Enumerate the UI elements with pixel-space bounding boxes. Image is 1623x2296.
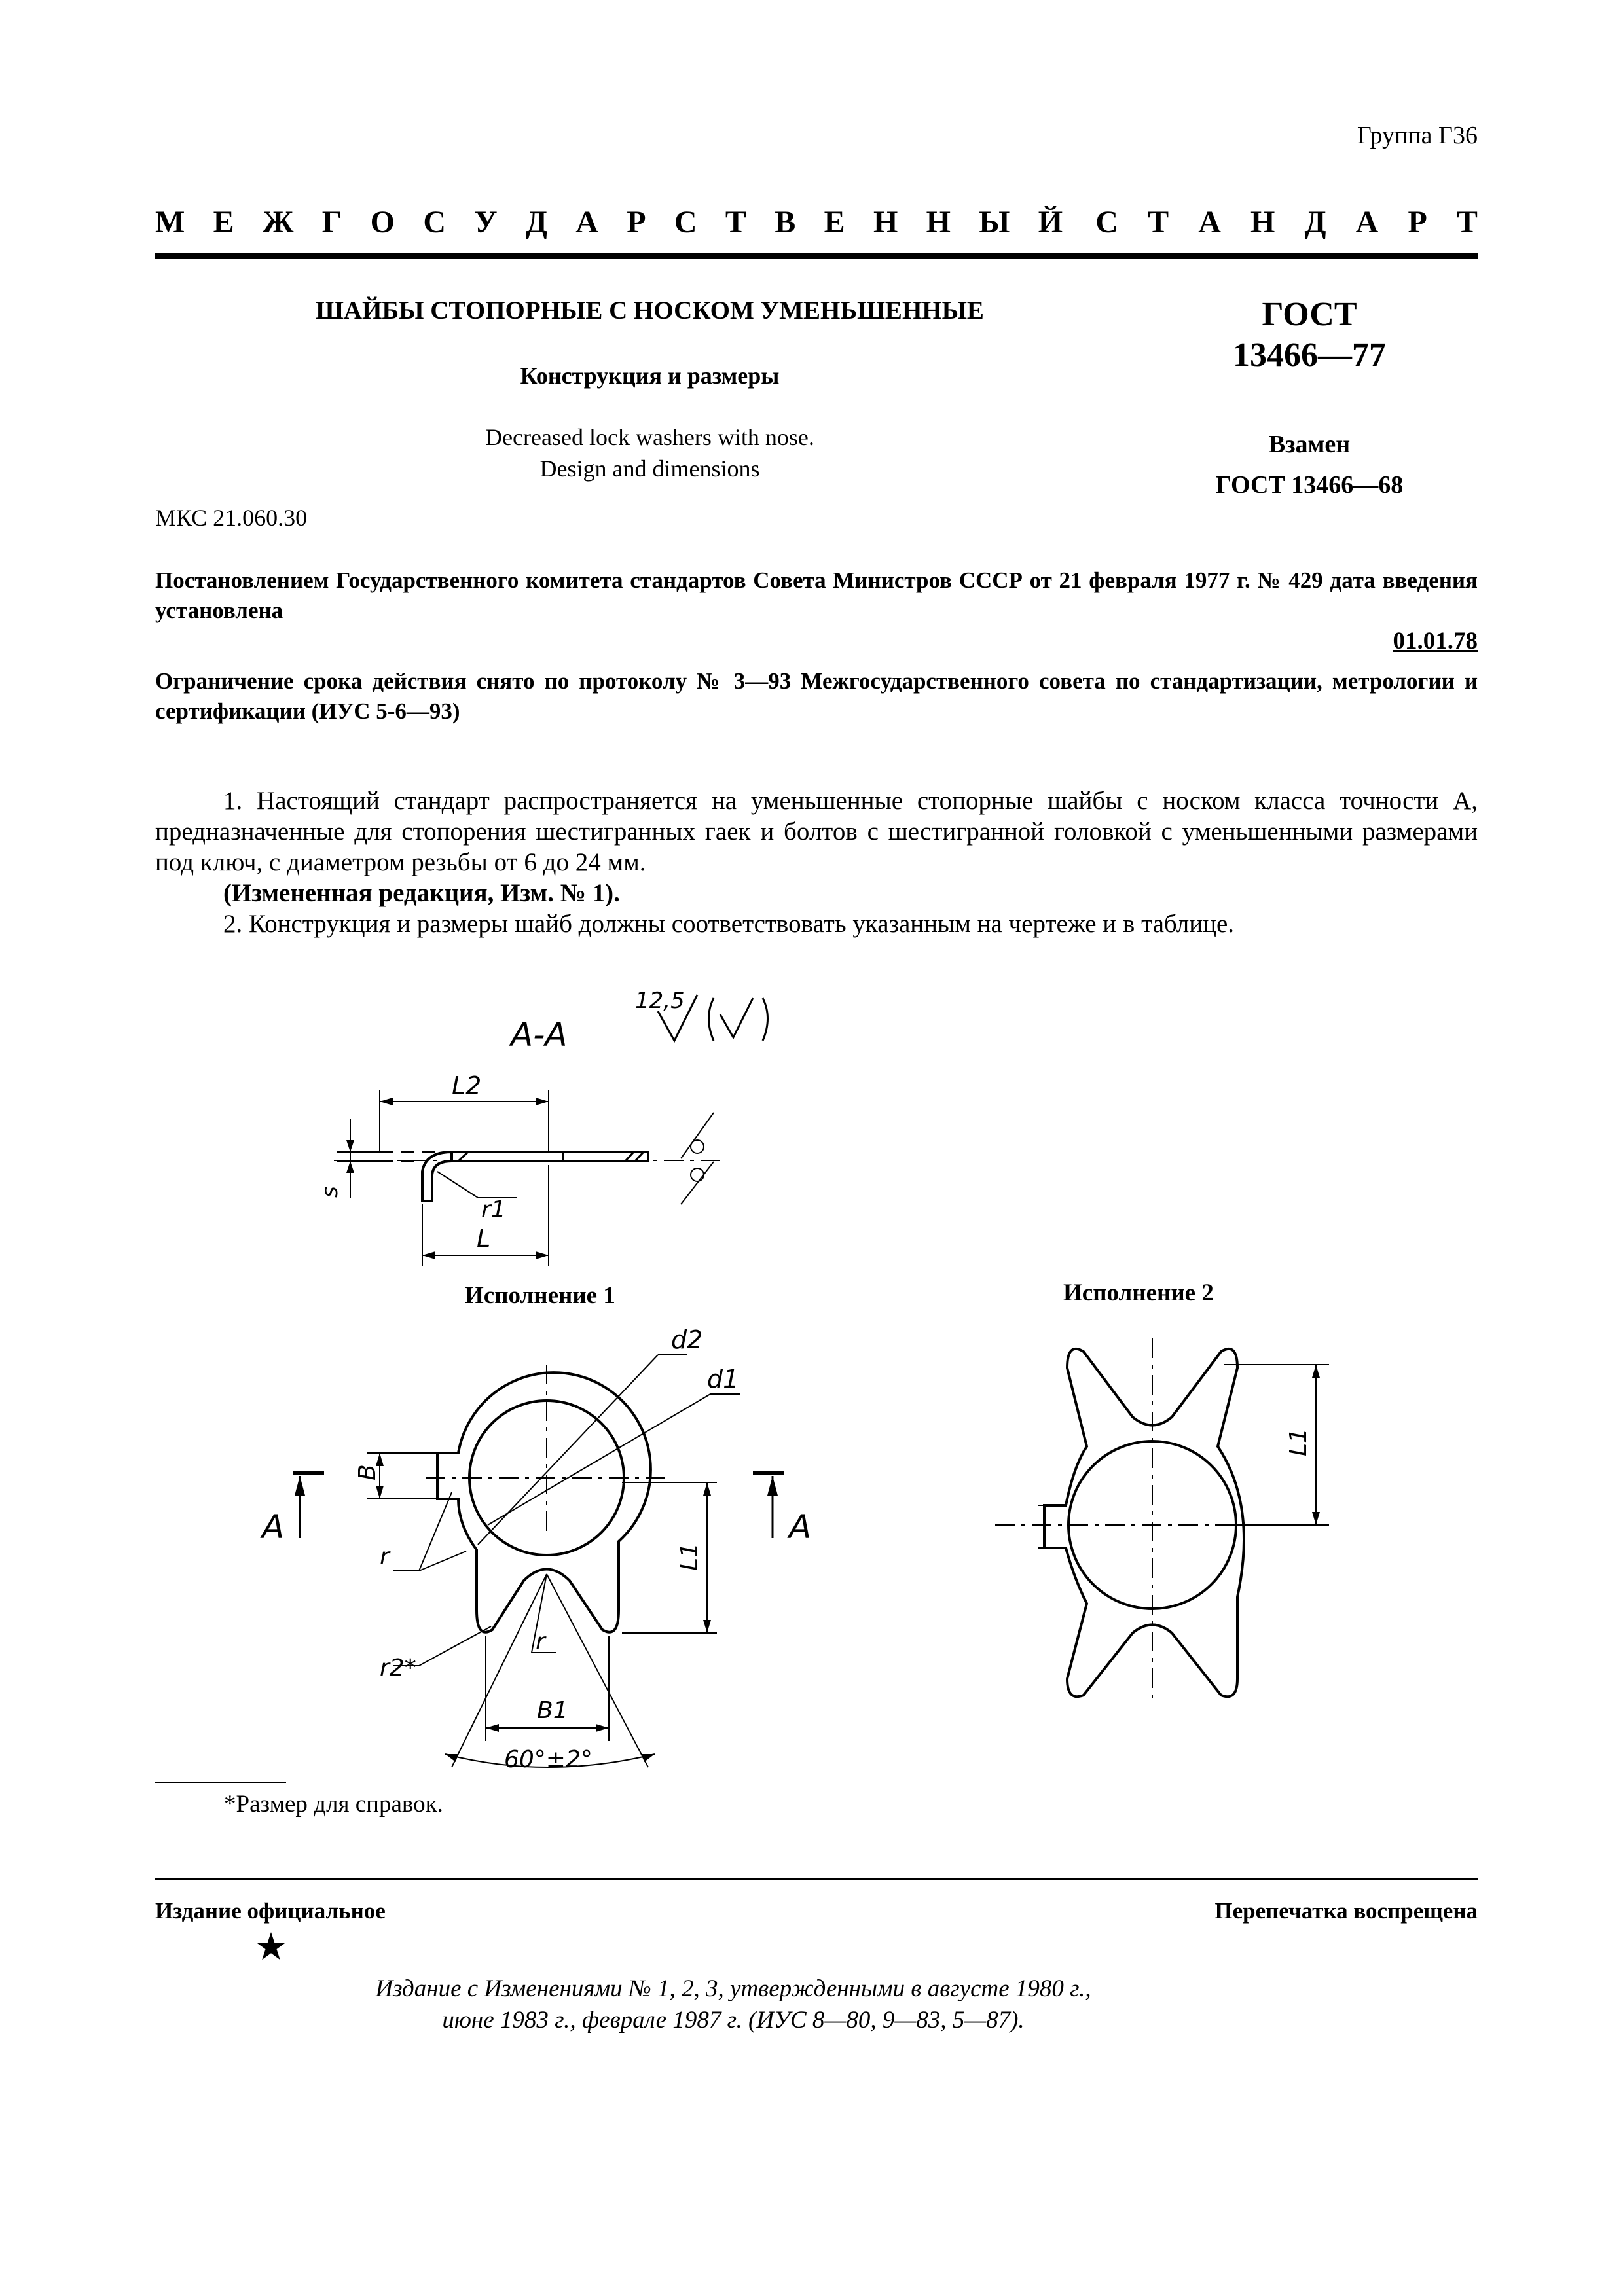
amendment-note: (Измененная редакция, Изм. № 1).: [223, 879, 620, 907]
dim-s: s: [317, 1186, 343, 1198]
dim-d1: d1: [707, 1365, 739, 1393]
english-title: Decreased lock washers with nose. Design and dimensions: [485, 424, 814, 482]
banner-letter: Н: [926, 205, 951, 240]
banner-letter: С: [423, 205, 446, 240]
execution-1-view: [260, 1325, 811, 1773]
gost-number: ГОСТ 13466—77: [1233, 296, 1386, 374]
section-view: [317, 1071, 720, 1266]
banner-letter: А: [575, 205, 598, 240]
dim-r2: r2*: [380, 1655, 416, 1681]
execution-1-label: Исполнение 1: [465, 1282, 615, 1309]
footnote: *Размер для справок.: [224, 1791, 443, 1818]
dim-b: B: [354, 1464, 381, 1480]
changes-note: Издание с Изменениями № 1, 2, 3, утвержденными в августе 1980 г., июне 1983 г., феврале 1987 г. (ИУС 8—80, 9—83, 5—87).: [375, 1975, 1091, 2034]
dim-l1-exec2: L1: [1285, 1428, 1312, 1456]
section-arrow-right: А: [789, 1508, 812, 1546]
banner-letter: В: [775, 205, 796, 240]
banner-letter: Т: [1148, 205, 1169, 240]
banner-letter: Е: [213, 205, 234, 240]
group-code: Группа Г36: [1357, 122, 1478, 149]
paragraph-2: 2. Конструкция и размеры шайб должны соответствовать указанным на чертеже и в таблице.: [223, 910, 1235, 938]
replaces-gost: Взамен ГОСТ 13466—68: [1215, 431, 1404, 499]
dim-l2: L2: [452, 1071, 482, 1100]
section-arrow-left: А: [262, 1508, 285, 1546]
document-title: ШАЙБЫ СТОПОРНЫЕ С НОСКОМ УМЕНЬШЕННЫЕ: [316, 296, 984, 325]
banner-letter: Т: [725, 205, 746, 240]
roughness-bracket-right: [763, 998, 768, 1041]
banner-letter: Г: [321, 205, 342, 240]
banner-letter: Д: [1304, 205, 1326, 240]
banner-letter: Т: [1456, 205, 1478, 240]
banner-letter: А: [1198, 205, 1221, 240]
paragraph-1: 1. Настоящий стандарт распространяется на уменьшенные стопорные шайбы с носком класса точности А, предназначенные для стопорения шестигранных гаек и болтов с шестигранной головкой с уменьшенными размерами под ключ, с диаметром резьбы от 6 до 24 мм.: [155, 787, 1478, 876]
banner-letter: У: [474, 205, 498, 240]
banner-letter: Ы: [979, 205, 1010, 240]
reprint-prohibited: Перепечатка воспрещена: [1214, 1898, 1478, 1924]
banner-letter: Р: [1408, 205, 1427, 240]
dim-b1: B1: [537, 1697, 568, 1724]
section-label: А-А: [511, 1016, 568, 1054]
decree-text: Постановлением Государственного комитета стандартов Совета Министров СССР от 21 февраля 1977 г. № 429 дата введения установлена: [155, 567, 1478, 623]
banner-letter: Е: [824, 205, 845, 240]
roughness-symbol-small: [720, 998, 753, 1037]
introduction-date: 01.01.78: [1393, 628, 1478, 655]
dim-r1: r1: [481, 1196, 506, 1223]
dim-l: L: [477, 1224, 491, 1253]
official-edition: Издание официальное: [155, 1898, 386, 1924]
roughness-bracket-left: [709, 998, 714, 1041]
footnote-rule: [155, 1782, 286, 1783]
banner-letter: Й: [1038, 205, 1063, 240]
limitation-text: Ограничение срока действия снято по протоколу № 3—93 Межгосударственного совета по стандартизации, метрологии и сертификации (ИУС 5-6—93): [155, 668, 1478, 724]
dim-d2: d2: [671, 1325, 703, 1354]
banner-letter: М: [155, 205, 185, 240]
banner-letter: С: [1095, 205, 1118, 240]
banner-letter: О: [370, 205, 395, 240]
banner-letter: Н: [873, 205, 898, 240]
banner-letter: Р: [627, 205, 646, 240]
dim-r-left: r: [380, 1543, 390, 1570]
dim-l1: L1: [676, 1543, 703, 1571]
banner-letter: Д: [525, 205, 547, 240]
document-subtitle: Конструкция и размеры: [520, 363, 780, 389]
angle-label: 60°±2°: [504, 1746, 593, 1773]
footer-rule: [155, 1878, 1478, 1880]
banner-letter: А: [1355, 205, 1379, 240]
banner-letter: С: [674, 205, 697, 240]
dim-r-nose: r: [536, 1628, 545, 1655]
roughness-value: 12,5: [635, 988, 685, 1014]
banner-letter: Ж: [262, 205, 294, 240]
banner-letter: Н: [1250, 205, 1275, 240]
mks-code: МКС 21.060.30: [155, 505, 308, 531]
execution-2-label: Исполнение 2: [1063, 1280, 1214, 1306]
execution-2-view: [995, 1338, 1329, 1702]
star-icon: ★: [254, 1926, 288, 1968]
